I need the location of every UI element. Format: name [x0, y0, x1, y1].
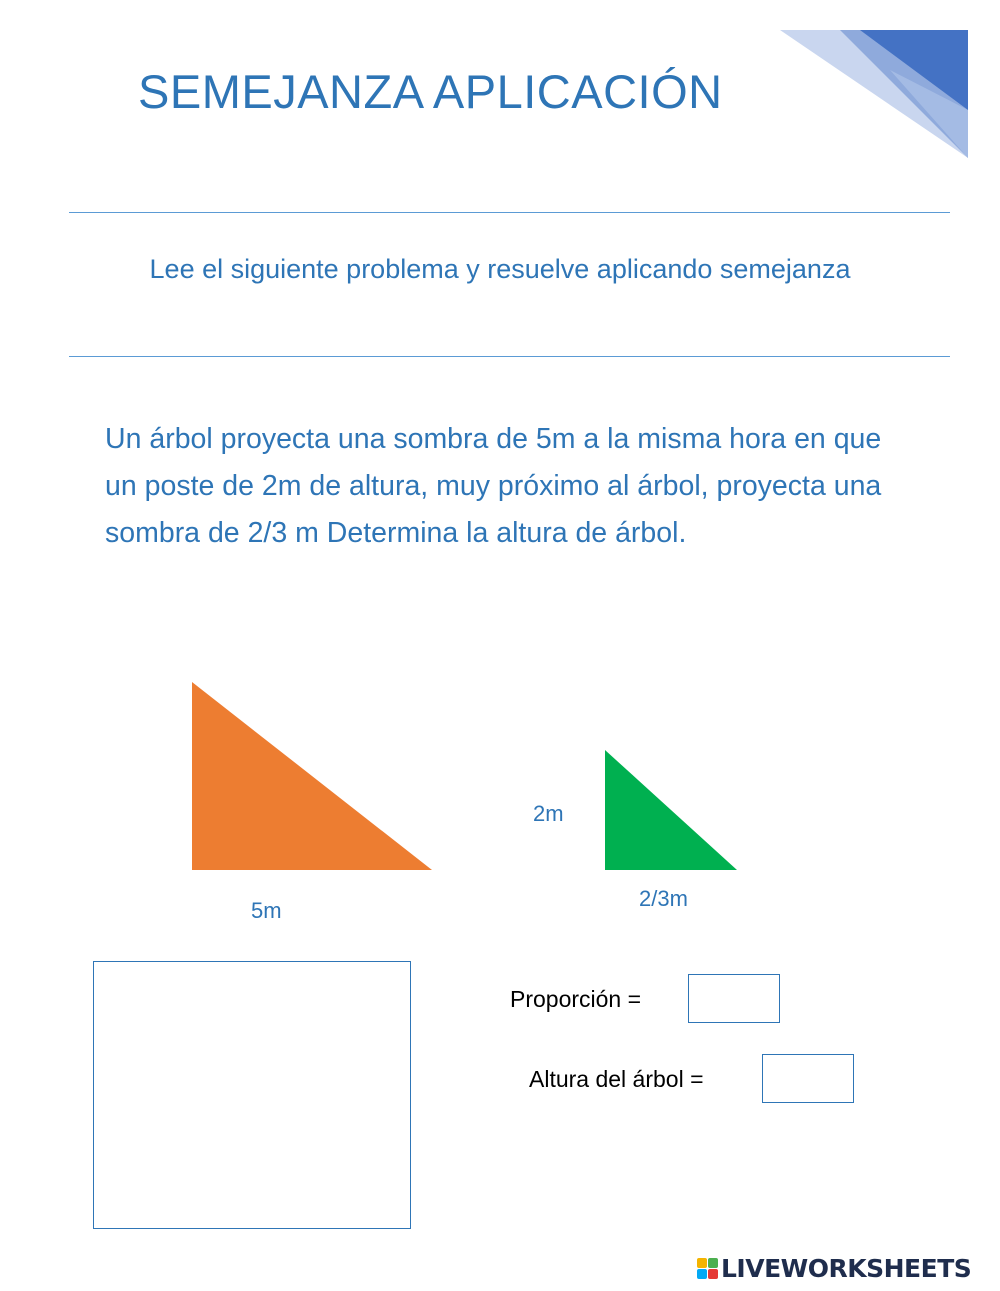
instructions-text: Lee el siguiente problema y resuelve aplicando semejanza [149, 254, 851, 284]
page-title: SEMEJANZA APLICACIÓN [138, 65, 723, 118]
pole-height-label: 2m [533, 801, 564, 826]
brand-logo [697, 1254, 971, 1283]
brand-name: LIVEWORKSHEETS [721, 1254, 972, 1283]
pole-triangle [605, 750, 737, 870]
tree-base-label: 5m [251, 898, 282, 923]
problem-statement: Un árbol proyecta una sombra de 5m a la misma hora en que un poste de 2m de altura, muy próximo al árbol, proyecta una sombra de 2/3 m Determina la altura de árbol. [105, 423, 882, 549]
brand-icon [697, 1258, 718, 1279]
proportion-input[interactable] [688, 974, 780, 1023]
tree-triangle [192, 682, 432, 870]
tree-height-label: Altura del árbol = [529, 1066, 704, 1092]
pole-base-label: 2/3m [639, 886, 688, 911]
work-area-box[interactable] [93, 961, 411, 1229]
proportion-label: Proporción = [510, 986, 642, 1012]
tree-height-input[interactable] [762, 1054, 854, 1103]
